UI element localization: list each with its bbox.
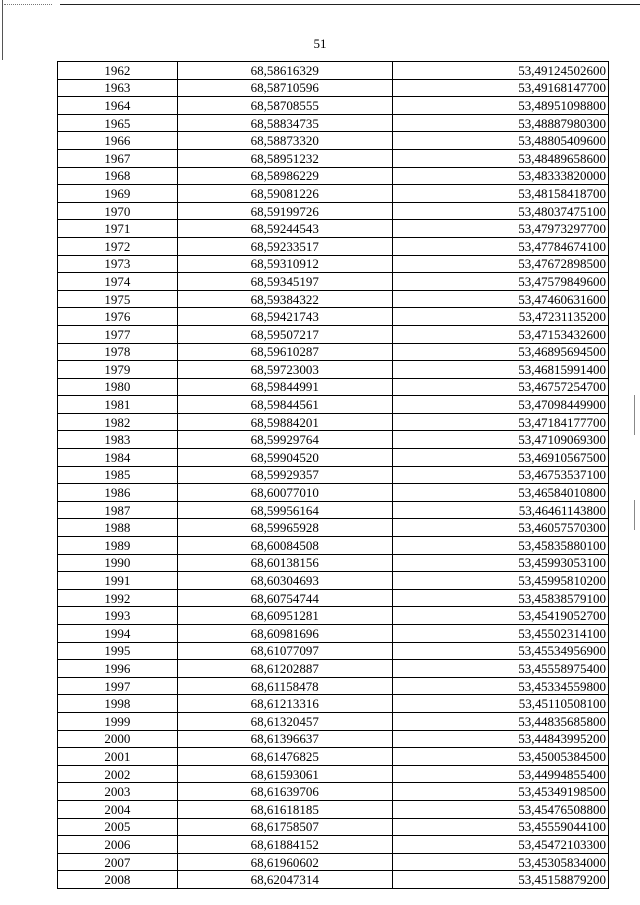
value-b-cell: 53,47460631600 <box>392 290 608 308</box>
table-row <box>58 185 609 203</box>
year-cell: 1984 <box>58 449 178 467</box>
year-cell: 1967 <box>58 149 178 167</box>
value-b-cell: 53,46057570300 <box>392 519 608 537</box>
value-b-cell: 53,45334559800 <box>392 677 608 695</box>
value-b-cell: 53,47184177700 <box>392 413 608 431</box>
table-row <box>58 818 609 836</box>
value-a-cell: 68,59723003 <box>177 361 392 379</box>
year-cell: 1998 <box>58 695 178 713</box>
value-a-cell: 68,62047314 <box>177 871 392 889</box>
table-row <box>58 220 609 238</box>
value-a-cell: 68,59199726 <box>177 202 392 220</box>
table-row <box>58 114 609 132</box>
value-b-cell: 53,45419052700 <box>392 607 608 625</box>
table-row <box>58 501 609 519</box>
year-cell: 2002 <box>58 765 178 783</box>
value-a-cell: 68,58873320 <box>177 132 392 150</box>
value-a-cell: 68,59965928 <box>177 519 392 537</box>
value-b-cell: 53,49168147700 <box>392 79 608 97</box>
table-row <box>58 361 609 379</box>
value-b-cell: 53,45502314100 <box>392 625 608 643</box>
value-b-cell: 53,47784674100 <box>392 237 608 255</box>
table-row <box>58 290 609 308</box>
year-cell: 1992 <box>58 589 178 607</box>
year-cell: 1997 <box>58 677 178 695</box>
value-b-cell: 53,48887980300 <box>392 114 608 132</box>
value-a-cell: 68,61320457 <box>177 712 392 730</box>
table-row <box>58 167 609 185</box>
value-a-cell: 68,61476825 <box>177 748 392 766</box>
value-a-cell: 68,59844561 <box>177 396 392 414</box>
value-b-cell: 53,45838579100 <box>392 589 608 607</box>
value-a-cell: 68,61077097 <box>177 642 392 660</box>
value-b-cell: 53,45472103300 <box>392 836 608 854</box>
year-cell: 1985 <box>58 466 178 484</box>
table-row <box>58 97 609 115</box>
value-a-cell: 68,60084508 <box>177 537 392 555</box>
table-row <box>58 783 609 801</box>
year-cell: 1963 <box>58 79 178 97</box>
value-b-cell: 53,45476508800 <box>392 800 608 818</box>
value-b-cell: 53,47153432600 <box>392 325 608 343</box>
value-a-cell: 68,59507217 <box>177 325 392 343</box>
value-a-cell: 68,59956164 <box>177 501 392 519</box>
value-b-cell: 53,45305834000 <box>392 853 608 871</box>
value-a-cell: 68,58708555 <box>177 97 392 115</box>
table-row <box>58 660 609 678</box>
value-a-cell: 68,59310912 <box>177 255 392 273</box>
table-row <box>58 677 609 695</box>
value-a-cell: 68,60951281 <box>177 607 392 625</box>
table-row <box>58 642 609 660</box>
value-b-cell: 53,46895694500 <box>392 343 608 361</box>
value-b-cell: 53,48805409600 <box>392 132 608 150</box>
value-a-cell: 68,59844991 <box>177 378 392 396</box>
table-row <box>58 871 609 889</box>
year-cell: 1972 <box>58 237 178 255</box>
value-b-cell: 53,47109069300 <box>392 431 608 449</box>
year-cell: 1982 <box>58 413 178 431</box>
table-row <box>58 800 609 818</box>
value-a-cell: 68,61884152 <box>177 836 392 854</box>
value-b-cell: 53,47579849600 <box>392 273 608 291</box>
year-cell: 1970 <box>58 202 178 220</box>
year-cell: 1978 <box>58 343 178 361</box>
year-cell: 2007 <box>58 853 178 871</box>
table-row <box>58 273 609 291</box>
value-b-cell: 53,45349198500 <box>392 783 608 801</box>
year-cell: 1974 <box>58 273 178 291</box>
year-cell: 1977 <box>58 325 178 343</box>
year-cell: 1995 <box>58 642 178 660</box>
year-cell: 1988 <box>58 519 178 537</box>
value-b-cell: 53,45559044100 <box>392 818 608 836</box>
year-cell: 1973 <box>58 255 178 273</box>
year-cell: 1971 <box>58 220 178 238</box>
year-cell: 2006 <box>58 836 178 854</box>
year-cell: 1981 <box>58 396 178 414</box>
scan-dotted-mark <box>4 4 52 5</box>
value-b-cell: 53,48951098800 <box>392 97 608 115</box>
table-row <box>58 237 609 255</box>
value-a-cell: 68,60754744 <box>177 589 392 607</box>
scan-edge-mark <box>634 500 635 530</box>
value-a-cell: 68,60138156 <box>177 554 392 572</box>
value-b-cell: 53,47231135200 <box>392 308 608 326</box>
value-b-cell: 53,45993053100 <box>392 554 608 572</box>
value-a-cell: 68,61396637 <box>177 730 392 748</box>
year-cell: 1991 <box>58 572 178 590</box>
year-cell: 1968 <box>58 167 178 185</box>
value-b-cell: 53,46584010800 <box>392 484 608 502</box>
page-number: 51 <box>313 36 327 51</box>
value-a-cell: 68,59421743 <box>177 308 392 326</box>
year-cell: 1969 <box>58 185 178 203</box>
value-b-cell: 53,48333820000 <box>392 167 608 185</box>
value-a-cell: 68,58986229 <box>177 167 392 185</box>
value-a-cell: 68,61758507 <box>177 818 392 836</box>
value-b-cell: 53,47098449900 <box>392 396 608 414</box>
table-row <box>58 554 609 572</box>
value-a-cell: 68,59081226 <box>177 185 392 203</box>
value-b-cell: 53,48158418700 <box>392 185 608 203</box>
table-row <box>58 396 609 414</box>
year-cell: 1996 <box>58 660 178 678</box>
year-cell: 1990 <box>58 554 178 572</box>
table-row <box>58 484 609 502</box>
table-row <box>58 625 609 643</box>
value-b-cell: 53,45534956900 <box>392 642 608 660</box>
table-row <box>58 449 609 467</box>
value-a-cell: 68,59929764 <box>177 431 392 449</box>
table-row <box>58 695 609 713</box>
value-a-cell: 68,61960602 <box>177 853 392 871</box>
year-cell: 2000 <box>58 730 178 748</box>
year-cell: 2004 <box>58 800 178 818</box>
value-a-cell: 68,59610287 <box>177 343 392 361</box>
value-b-cell: 53,46910567500 <box>392 449 608 467</box>
value-b-cell: 53,44835685800 <box>392 712 608 730</box>
value-a-cell: 68,59345197 <box>177 273 392 291</box>
value-a-cell: 68,61202887 <box>177 660 392 678</box>
value-b-cell: 53,48037475100 <box>392 202 608 220</box>
year-cell: 1975 <box>58 290 178 308</box>
year-cell: 1976 <box>58 308 178 326</box>
value-a-cell: 68,61639706 <box>177 783 392 801</box>
table-row <box>58 853 609 871</box>
value-b-cell: 53,46461143800 <box>392 501 608 519</box>
value-b-cell: 53,44843995200 <box>392 730 608 748</box>
value-a-cell: 68,59884201 <box>177 413 392 431</box>
data-table <box>57 61 609 889</box>
year-cell: 2008 <box>58 871 178 889</box>
year-cell: 1989 <box>58 537 178 555</box>
value-b-cell: 53,44994855400 <box>392 765 608 783</box>
year-cell: 1966 <box>58 132 178 150</box>
value-b-cell: 53,45995810200 <box>392 572 608 590</box>
table-row <box>58 149 609 167</box>
table-row <box>58 325 609 343</box>
table-row <box>58 836 609 854</box>
table-row <box>58 62 609 80</box>
table-row <box>58 519 609 537</box>
scan-border-top <box>60 4 640 5</box>
value-b-cell: 53,45005384500 <box>392 748 608 766</box>
table-row <box>58 431 609 449</box>
table-row <box>58 79 609 97</box>
value-a-cell: 68,61158478 <box>177 677 392 695</box>
table-row <box>58 730 609 748</box>
value-b-cell: 53,45158879200 <box>392 871 608 889</box>
table-row <box>58 765 609 783</box>
value-b-cell: 53,47973297700 <box>392 220 608 238</box>
year-cell: 2001 <box>58 748 178 766</box>
value-b-cell: 53,46753537100 <box>392 466 608 484</box>
year-cell: 2003 <box>58 783 178 801</box>
year-cell: 1980 <box>58 378 178 396</box>
value-a-cell: 68,58710596 <box>177 79 392 97</box>
value-a-cell: 68,59233517 <box>177 237 392 255</box>
value-a-cell: 68,59244543 <box>177 220 392 238</box>
table-row <box>58 572 609 590</box>
value-a-cell: 68,58834735 <box>177 114 392 132</box>
year-cell: 1987 <box>58 501 178 519</box>
value-b-cell: 53,48489658600 <box>392 149 608 167</box>
table-row <box>58 589 609 607</box>
year-cell: 1999 <box>58 712 178 730</box>
year-cell: 1965 <box>58 114 178 132</box>
value-a-cell: 68,58616329 <box>177 62 392 80</box>
value-a-cell: 68,59384322 <box>177 290 392 308</box>
year-cell: 1993 <box>58 607 178 625</box>
value-b-cell: 53,46757254700 <box>392 378 608 396</box>
year-cell: 1962 <box>58 62 178 80</box>
value-a-cell: 68,60304693 <box>177 572 392 590</box>
value-a-cell: 68,59929357 <box>177 466 392 484</box>
year-cell: 2005 <box>58 818 178 836</box>
table-row <box>58 607 609 625</box>
table-row <box>58 712 609 730</box>
value-b-cell: 53,45835880100 <box>392 537 608 555</box>
table-row <box>58 255 609 273</box>
value-a-cell: 68,61618185 <box>177 800 392 818</box>
value-a-cell: 68,58951232 <box>177 149 392 167</box>
value-a-cell: 68,59904520 <box>177 449 392 467</box>
table-row <box>58 466 609 484</box>
table-row <box>58 308 609 326</box>
value-a-cell: 68,61593061 <box>177 765 392 783</box>
value-b-cell: 53,45110508100 <box>392 695 608 713</box>
table-row <box>58 378 609 396</box>
value-b-cell: 53,46815991400 <box>392 361 608 379</box>
year-cell: 1986 <box>58 484 178 502</box>
value-a-cell: 68,60981696 <box>177 625 392 643</box>
table-row <box>58 202 609 220</box>
table-row <box>58 343 609 361</box>
value-b-cell: 53,47672898500 <box>392 255 608 273</box>
value-a-cell: 68,60077010 <box>177 484 392 502</box>
table-body <box>58 62 609 889</box>
value-a-cell: 68,61213316 <box>177 695 392 713</box>
table-row <box>58 413 609 431</box>
value-b-cell: 53,45558975400 <box>392 660 608 678</box>
year-cell: 1994 <box>58 625 178 643</box>
value-b-cell: 53,49124502600 <box>392 62 608 80</box>
scan-edge-mark <box>634 395 635 435</box>
table-row <box>58 537 609 555</box>
year-cell: 1964 <box>58 97 178 115</box>
year-cell: 1983 <box>58 431 178 449</box>
table-row <box>58 132 609 150</box>
table-row <box>58 748 609 766</box>
year-cell: 1979 <box>58 361 178 379</box>
